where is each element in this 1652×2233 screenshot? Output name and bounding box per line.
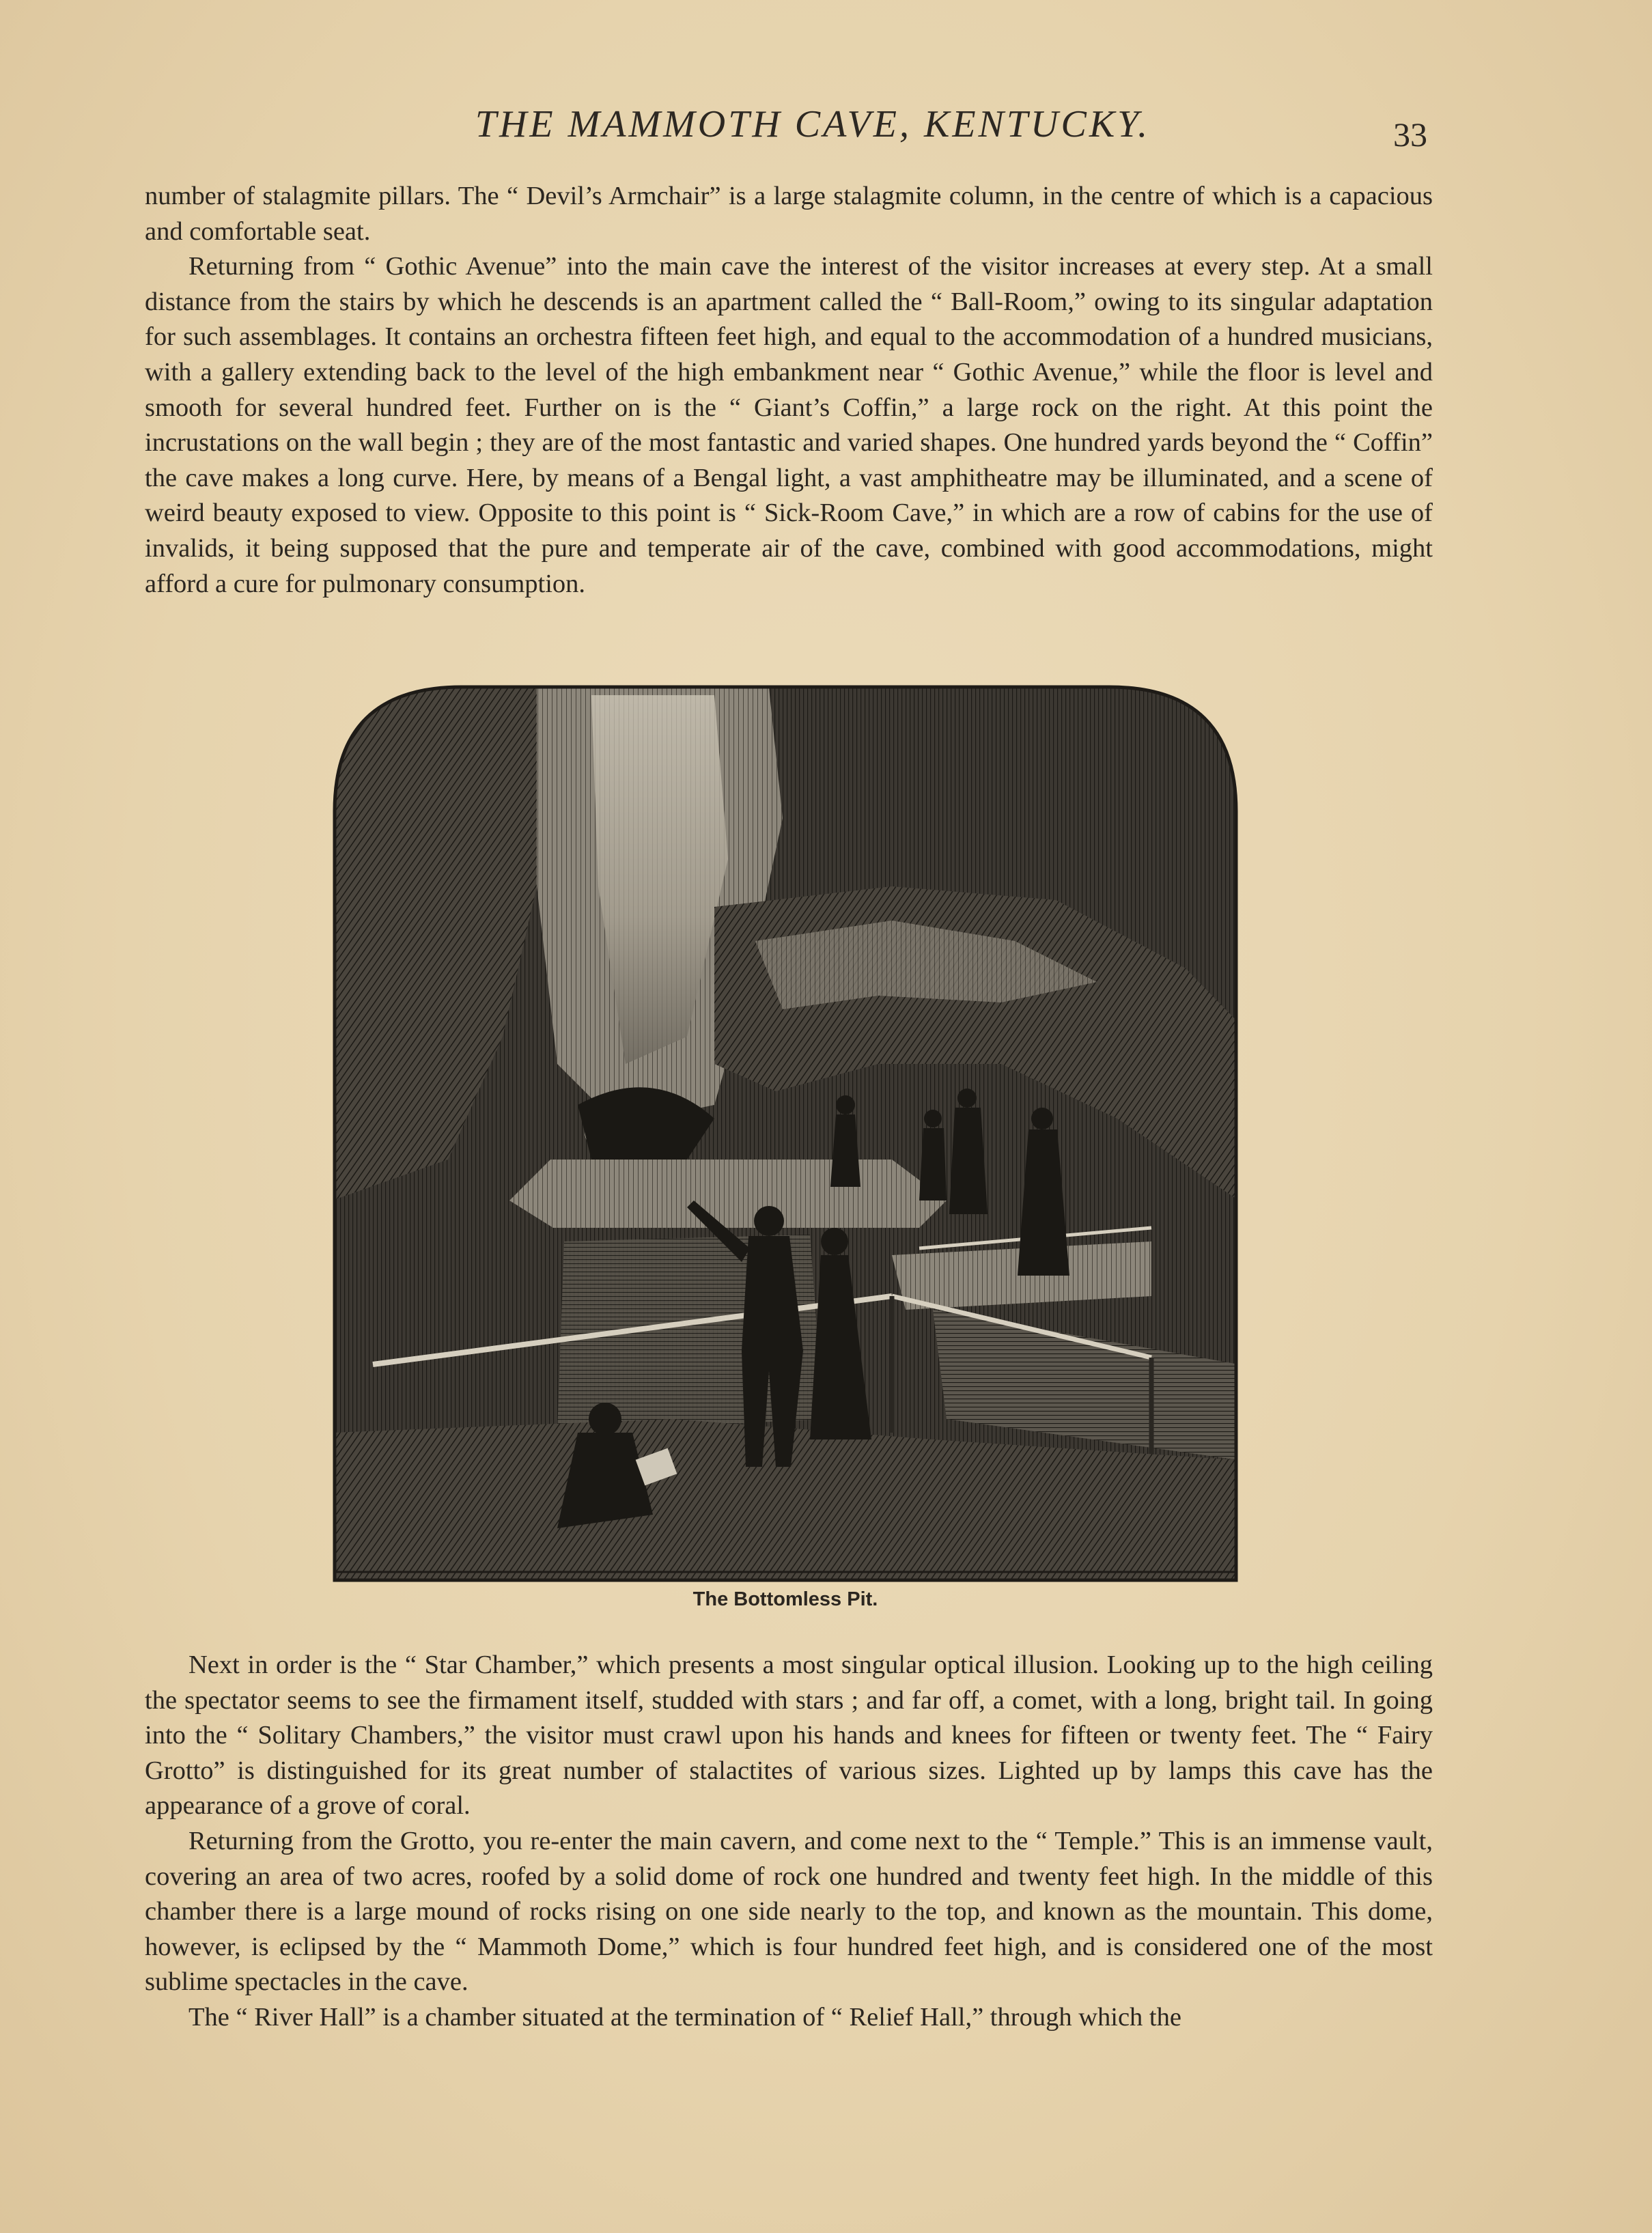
paragraph: The “ River Hall” is a chamber situated at the termination of “ Relief Hall,” through which the <box>188 2002 1181 2032</box>
paragraph: Returning from the Grotto, you re-enter the main cavern, and come next to the “ Temple.” This is an immense vault, covering an area of two acres, roofed by a solid dome of rock one hundred and twenty feet high. In the middle of this chamber there is a large mound of rocks rising on one side nearly to the top, and known as the mountain. This dome, however, is eclipsed by the “ Mammoth Dome,” which is four hundred feet high, and is considered one of the most sublime spectacles in the cave. <box>145 1826 1433 1997</box>
paragraph: Next in order is the “ Star Chamber,” which presents a most singular optical illusion. Looking up to the high ceiling the spectator seems to see the firmament itself, studded with stars ; and far off, a comet, with a long, bright tail. In going into the “ Solitary Chambers,” the visitor must crawl upon his hands and knees for fifteen or twenty feet. The “ Fairy Grotto” is distinguished for its great number of stalactites of various sizes. Lighted up by lamps this cave has the appearance of a grove of coral. <box>145 1651 1433 1821</box>
engraving-bottomless-pit <box>332 682 1239 1586</box>
figure-caption: The Bottomless Pit. <box>692 1588 878 1610</box>
paragraph: number of stalagmite pillars. The “ Devil’s Armchair” is a large stalagmite column, in the centre of which is a capacious and comfortable seat. <box>145 182 1433 246</box>
text-block-bottom <box>145 1648 1433 2036</box>
paragraph: Returning from “ Gothic Avenue” into the main cave the interest of the visitor increases at every step. At a small distance from the stairs by which he descends is an apartment called the “ Ball-Room,” owing to its singular adaptation for such assemblages. It contains an orchestra fifteen feet high, and equal to the accommodation of a hundred musicians, with a gallery extending back to the level of the high embankment near “ Gothic Avenue,” while the floor is level and smooth for several hundred feet. Further on is the “ Giant’s Coffin,” a large rock on the right. At this point the incrustations on the wall begin ; they are of the most fantastic and varied shapes. One hundred yards beyond the “ Coffin” the cave makes a long curve. Here, by means of a Bengal light, a vast amphitheatre may be illuminated, and a scene of weird beauty exposed to view. Opposite to this point is “ Sick-Room Cave,” in which are a row of cabins for the use of invalids, it being supposed that the pure and temperate air of the cave, combined with good accommodations, might afford a cure for pulmonary consumption. <box>145 252 1433 598</box>
running-title: THE MAMMOTH CAVE, KENTUCKY. <box>475 103 1151 145</box>
page-number: 33 <box>1393 115 1427 154</box>
far-ledge <box>509 1160 947 1235</box>
text-block-top <box>145 179 1433 602</box>
